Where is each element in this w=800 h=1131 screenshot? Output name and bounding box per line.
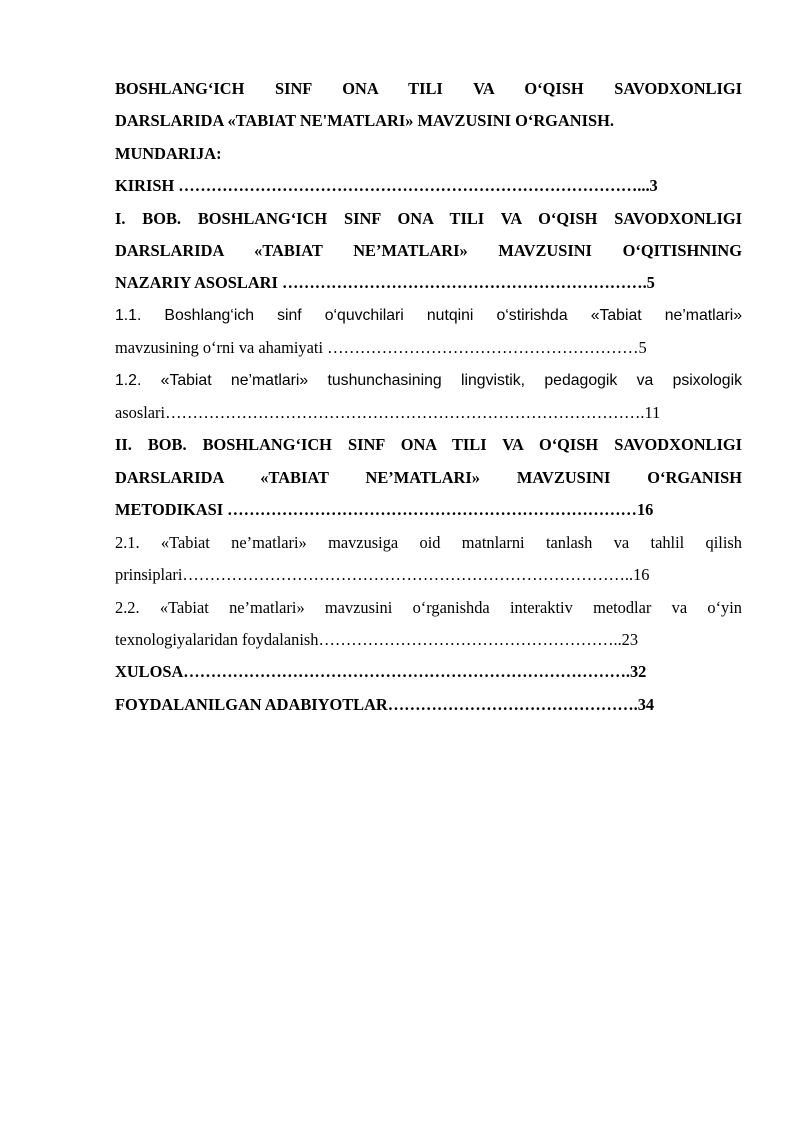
document-title-line-2: DARSLARIDA «TABIAT NE'MATLARI» MAVZUSINI O‘RGANISH. <box>115 111 614 131</box>
toc-chapter-2-line-3-text: METODIKASI …………………………………………………………………16 <box>115 500 654 520</box>
toc-section-1-2-line-2: asoslari…………………………………………………………………………….11 <box>115 403 661 423</box>
toc-chapter-1-line-1: I. BOB. BOSHLANG‘ICH SINF ONA TILI VA O‘QISH SAVODXONLIGI <box>115 208 742 228</box>
toc-chapter-2-line-2: DARSLARIDA «TABIAT NE’MATLARI» MAVZUSINI O‘RGANISH <box>115 467 742 487</box>
toc-section-1-2-line-1: 1.2. «Tabiat ne’matlari» tushunchasining lingvistik, pedagogik va psixologik <box>115 371 742 389</box>
toc-chapter-2-line-3 <box>115 494 742 526</box>
document-page <box>115 73 742 721</box>
toc-section-1-1-line-2: mavzusining o‘rni va ahamiyati …………………………………………………5 <box>115 338 647 358</box>
document-title-line-1: BOSHLANG‘ICH SINF ONA TILI VA O‘QISH SAVODXONLIGI <box>115 79 742 98</box>
toc-section-1-1-line-1: 1.1. Boshlang‘ich sinf o‘quvchilari nutqini o‘stirishda «Tabiat ne’matlari» <box>115 306 742 324</box>
toc-section-2-2-line-2: texnologiyalaridan foydalanish………………………………………………..23 <box>115 629 639 649</box>
toc-section-2-1-line-1: 2.1. «Tabiat ne’matlari» mavzusiga oid matnlarni tanlash va tahlil qilish <box>115 532 742 552</box>
toc-chapter-2-line-1: II. BOB. BOSHLANG‘ICH SINF ONA TILI VA O‘QISH SAVODXONLIGI <box>115 435 742 455</box>
toc-chapter-1-line-3: NAZARIY ASOSLARI ………………………………………………………….5 <box>115 273 655 293</box>
toc-entry-intro: KIRISH …………………………………………………………………………...3 <box>115 176 658 196</box>
toc-entry-conclusion: XULOSA……………………………………………………………………….32 <box>115 662 647 682</box>
toc-section-2-1-line-2: prinsiplari………………………………………………………………………..16 <box>115 565 650 585</box>
toc-section-2-2-line-1: 2.2. «Tabiat ne’matlari» mavzusini o‘rganishda interaktiv metodlar va o‘yin <box>115 597 742 617</box>
toc-chapter-1-line-2: DARSLARIDA «TABIAT NE’MATLARI» MAVZUSINI O‘QITISHNING <box>115 241 742 261</box>
contents-heading: MUNDARIJA: <box>115 143 222 163</box>
toc-entry-references: FOYDALANILGAN ADABIYOTLAR……………………………………….34 <box>115 694 655 714</box>
